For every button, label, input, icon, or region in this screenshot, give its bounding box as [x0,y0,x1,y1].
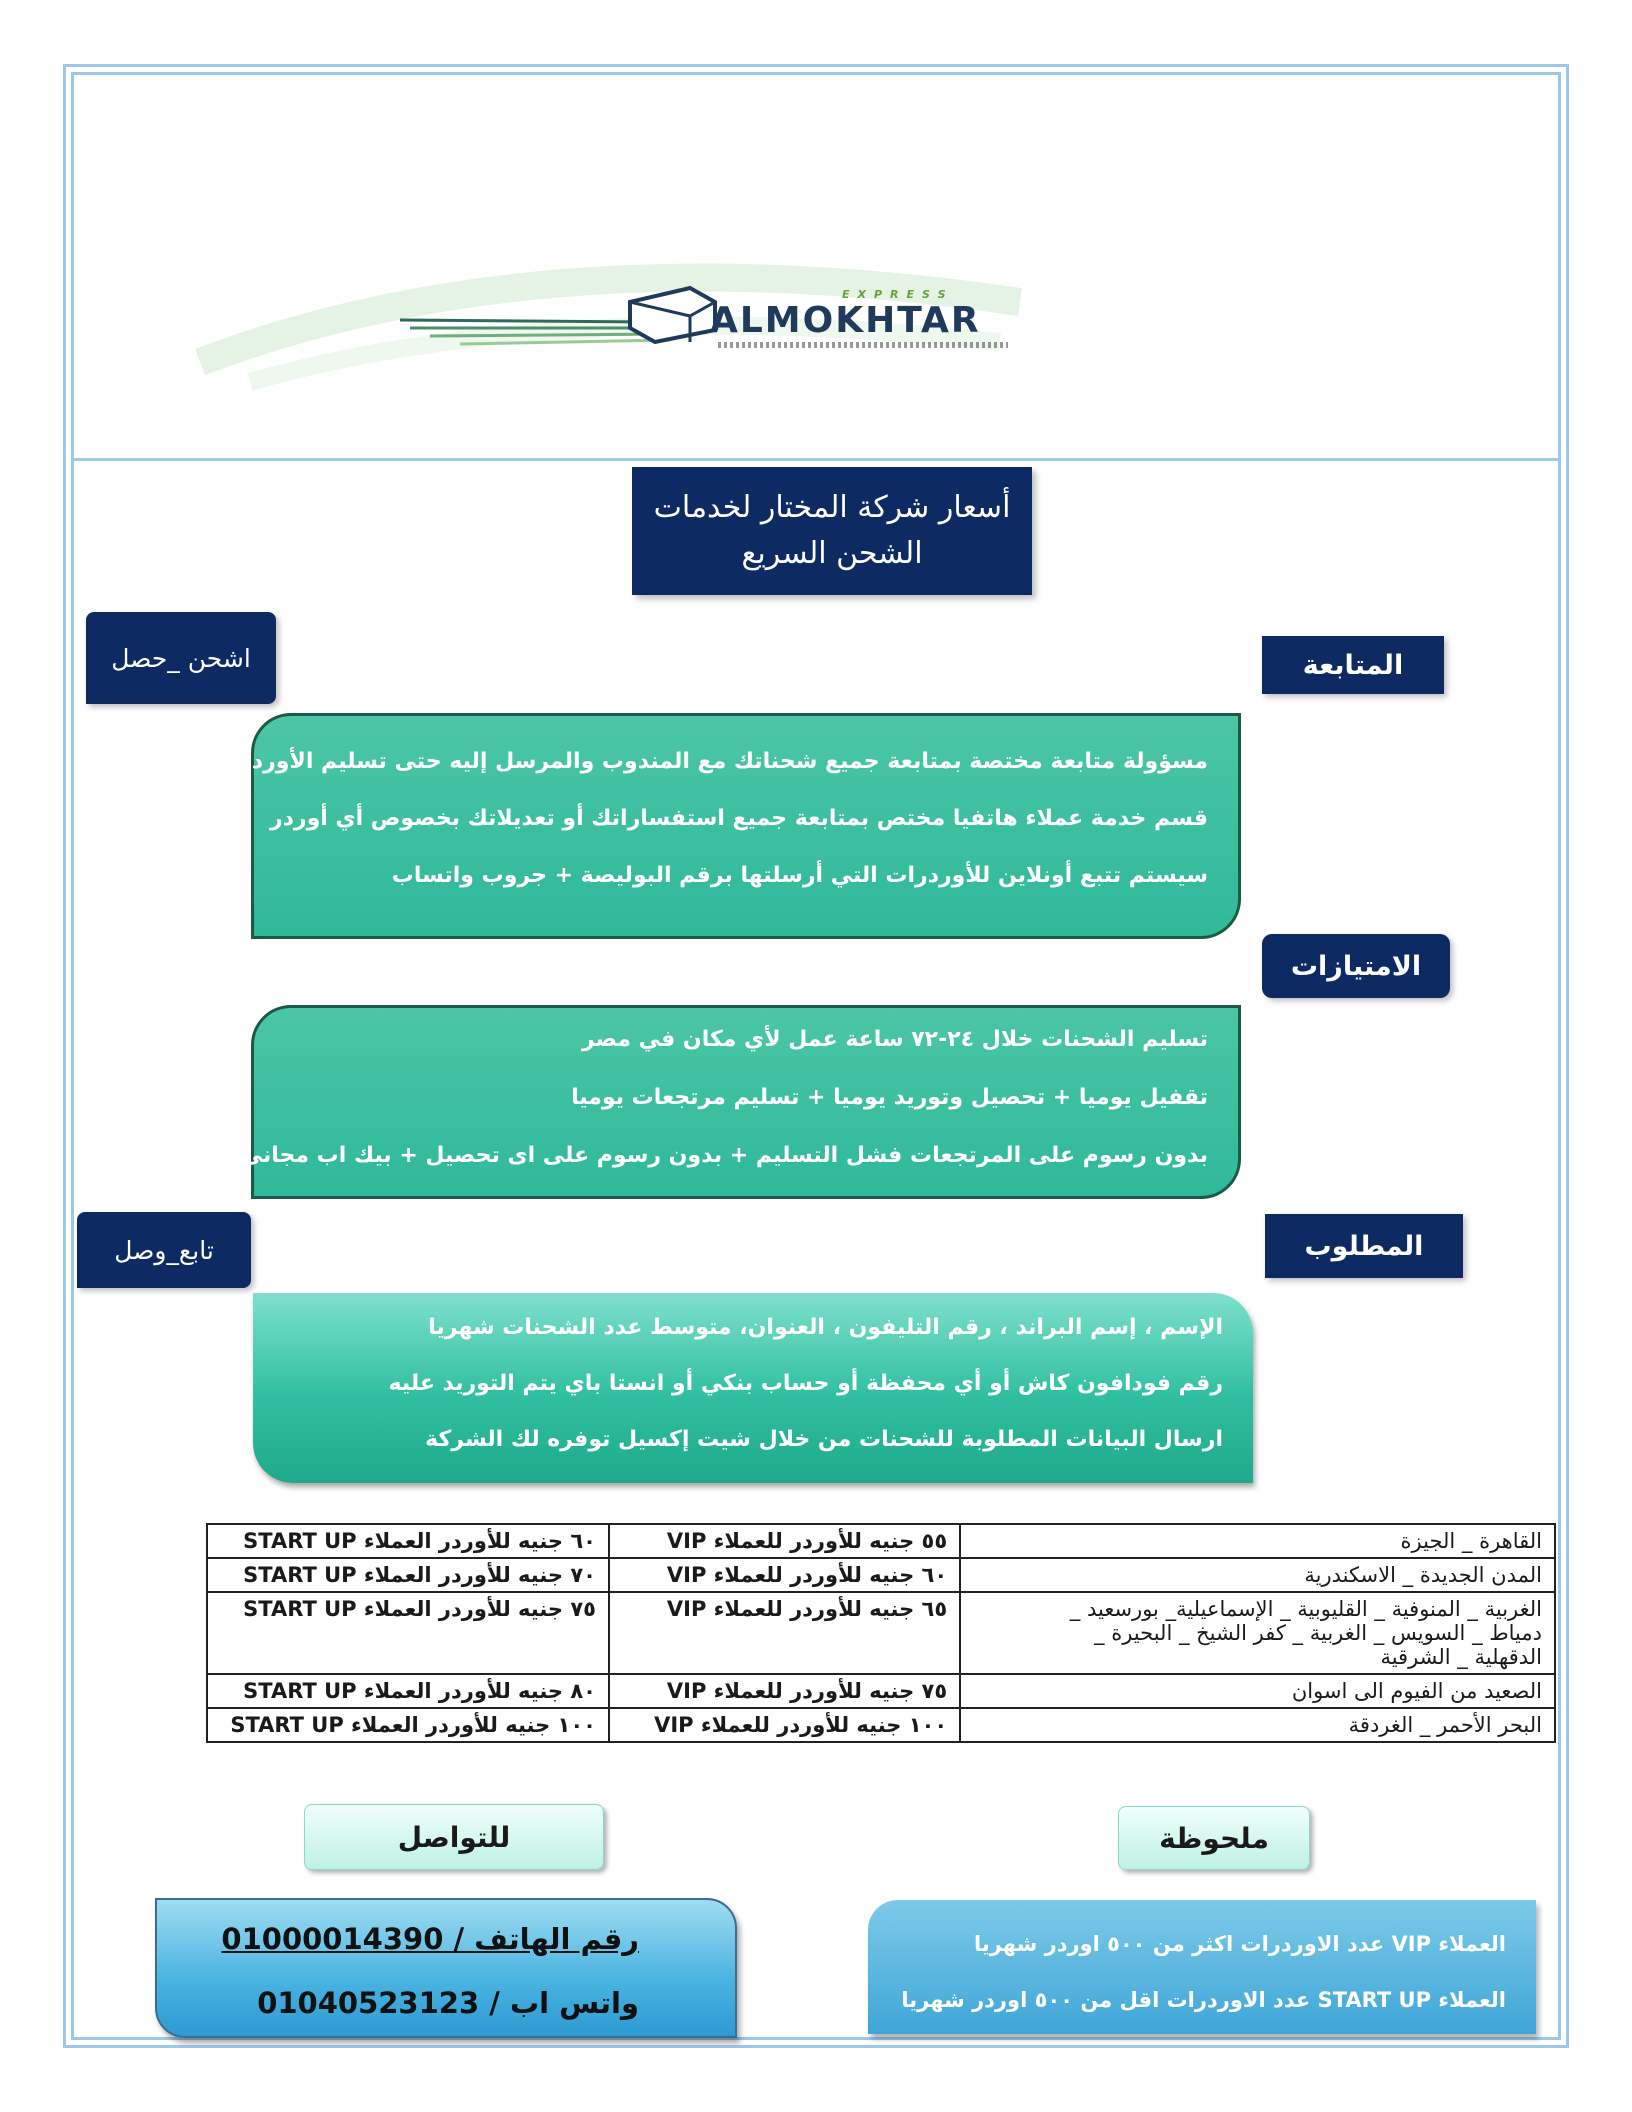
region-cell: المدن الجديدة _ الاسكندرية [960,1558,1555,1592]
logo-tagline: EXPRESS [842,288,954,301]
follow-up-line-2: قسم خدمة عملاء هاتفيا مختص بمتابعة جميع استفساراتك أو تعديلاتك بخصوص أي أوردر [269,806,1208,831]
features-line-2: تقفيل يوميا + تحصيل وتوريد يوميا + تسليم مرتجعات يوميا [571,1085,1208,1110]
follow-up-panel [239,713,1241,939]
whatsapp-separator: / [489,1986,500,2020]
follow-up-line-3: سيستم تتبع أونلاين للأوردرات التي أرسلتها برقم البوليصة + جروب واتساب [391,863,1208,888]
vip-price-cell: ٦٥ جنيه للأوردر للعملاء VIP [609,1592,960,1674]
phone-number[interactable]: 01000014390 [221,1922,444,1956]
heading-features: الامتيازات [1262,934,1450,998]
region-cell: القاهرة _ الجيزة [960,1524,1555,1558]
startup-price-cell: ٧٠ جنيه للأوردر العملاء START UP [207,1558,609,1592]
table-row [207,1674,1555,1708]
required-panel [253,1293,1253,1483]
tag-ship-collect: اشحن _حصل [86,612,276,704]
required-line-3: ارسال البيانات المطلوبة للشحنات من خلال شيت إكسيل توفره لك الشركة [425,1427,1223,1452]
features-line-3: بدون رسوم على المرتجعات فشل التسليم + بدون رسوم على اى تحصيل + بيك اب مجانى يوميا [180,1143,1208,1168]
features-panel [180,1005,1241,1199]
phone-separator: / [453,1922,465,1956]
table-row [207,1524,1555,1558]
tag-track-arrive: تابع_وصل [77,1212,251,1288]
table-row [207,1592,1555,1674]
title-line-2: الشحن السريع [741,536,923,571]
vip-price-cell: ٥٥ جنيه للأوردر للعملاء VIP [609,1524,960,1558]
phone-label: رقم الهاتف [474,1922,639,1956]
heading-follow-up: المتابعة [1262,636,1444,694]
features-line-1: تسليم الشحنات خلال ٢٤-٧٢ ساعة عمل لأي مكان في مصر [581,1027,1208,1052]
price-table [206,1523,1556,1743]
contact-box [155,1898,737,2038]
company-logo [490,282,1050,372]
note-heading: ملحوظة [1118,1806,1310,1870]
header-divider [71,458,1561,461]
vip-price-cell: ١٠٠ جنيه للأوردر للعملاء VIP [609,1708,960,1742]
vip-price-cell: ٧٥ جنيه للأوردر للعملاء VIP [609,1674,960,1708]
startup-price-cell: ١٠٠ جنيه للأوردر العملاء START UP [207,1708,609,1742]
note-box [868,1900,1536,2034]
startup-price-cell: ٧٥ جنيه للأوردر العملاء START UP [207,1592,609,1674]
region-cell: البحر الأحمر _ الغردقة [960,1708,1555,1742]
table-row [207,1708,1555,1742]
logo-wordmark: ALMOKHTAR [710,300,981,341]
contact-heading: للتواصل [304,1804,604,1870]
table-row [207,1558,1555,1592]
whatsapp-line [257,1986,639,2020]
whatsapp-label: واتس اب [509,1986,639,2020]
vip-price-cell: ٦٠ جنيه للأوردر للعملاء VIP [609,1558,960,1592]
region-cell: الغربية _ المنوفية _ القليوبية _ الإسماعيلية_ بورسعيد _ دمياط _ السويس _ الغربية _ كفر الشيخ _ البحيرة _ الدقهلية _ الشرقية [960,1592,1555,1674]
region-cell: الصعيد من الفيوم الى اسوان [960,1674,1555,1708]
startup-price-cell: ٨٠ جنيه للأوردر العملاء START UP [207,1674,609,1708]
heading-required: المطلوب [1265,1214,1463,1278]
page-title [632,467,1032,595]
phone-line [221,1922,639,1956]
required-line-2: رقم فودافون كاش أو أي محفظة أو حساب بنكي أو انستا باي يتم التوريد عليه [388,1371,1223,1396]
note-line-2: العملاء START UP عدد الاوردرات اقل من ٥٠٠ اوردر شهريا [901,1988,1506,2012]
logo-underline [718,342,1008,348]
startup-price-cell: ٦٠ جنيه للأوردر العملاء START UP [207,1524,609,1558]
follow-up-line-1: مسؤولة متابعة مختصة بمتابعة جميع شحناتك مع المندوب والمرسل إليه حتى تسليم الأوردر [239,749,1208,774]
note-line-1: العملاء VIP عدد الاوردرات اكثر من ٥٠٠ اوردر شهريا [973,1932,1506,1956]
whatsapp-number[interactable]: 01040523123 [257,1986,480,2020]
required-line-1: الإسم ، إسم البراند ، رقم التليفون ، العنوان، متوسط عدد الشحنات شهريا [428,1315,1223,1340]
title-line-1: أسعار شركة المختار لخدمات [653,490,1011,525]
